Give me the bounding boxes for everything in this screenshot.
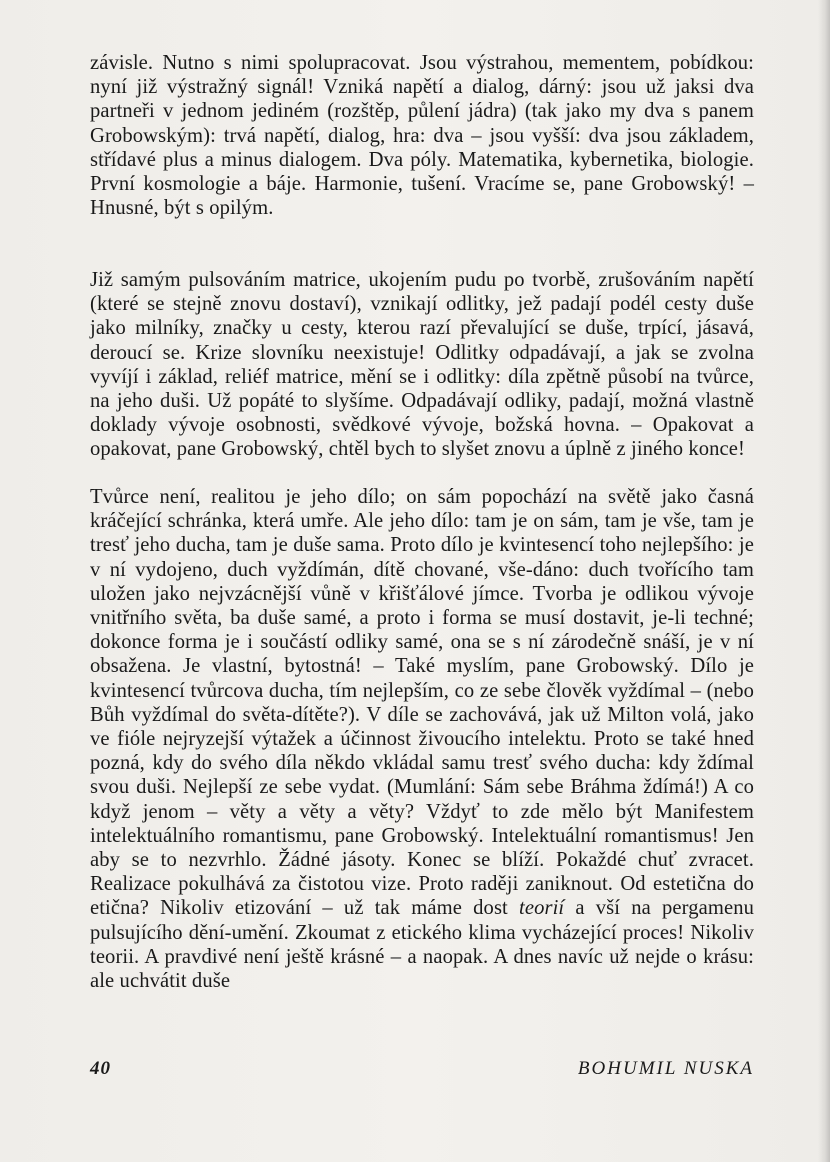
page-number: 40 [90, 1058, 111, 1079]
paragraph-1-text: závisle. Nutno s nimi spolupracovat. Jsou výstrahou, mementem, pobídkou: nyní již výstražný signál! Vzniká napětí a dialog, dárný: jsou už jaksi dva partneři v jednom jediném (rozštěp, půlení jádra) (tak jako my dva s panem Grobowským): trvá napětí, dialog, hra: dva – jsou vyšší: dva jsou základem, střídavé plus a minus dialogem. Dva póly. Matematika, kybernetika, biologie. První kosmologie a báje. Harmonie, tušení. Vracíme se, pane Grobowský! – Hnusné, být s opilým. [90, 52, 754, 220]
paragraph-2-text: Již samým pulsováním matrice, ukojením pudu po tvorbě, zrušováním napětí (které se stejně znovu dostaví), vznikají odlitky, jež padají podél cesty duše jako milníky, značky u cesty, kterou razí převalující se duše, trpící, jásavá, deroucí se. Krize slovníku neexistuje! Odlitky odpadávají, a jak se zvolna vyvíjí i základ, reliéf matrice, mění se i odlitky: díla zpětně působí na tvůrce, na jeho duši. Už popáté to slyšíme. Odpadávají odliky, padají, možná vlastně doklady vývoje osobnosti, svědkové vývoje, božská hovna. – Opakovat a opakovat, pane Grobowský, chtěl bych to slyšet znovu a úplně z jiného konce! [90, 269, 754, 461]
paragraph-3-text-before-emphasis: Tvůrce není, realitou je jeho dílo; on sám popochází na světě jako časná kráčející schránka, která umře. Ale jeho dílo: tam je on sám, tam je vše, tam je tresť jeho ducha, tam je duše sama. Proto dílo je kvintesencí toho nejlepšího: je v ní vydojeno, duch vyždímán, dítě chované, vše-dáno: duch tvořícího tam uložen jako nejvzácnější vůně v křišťálové jímce. Tvorba je odlikou vývoje vnitřního světa, ba duše samé, a proto i forma se musí dostavit, je-li techné; dokonce forma je i součástí odliky samé, ona se s ní zárodečně snáší, je v ní obsažena. Je vlastní, bytostná! – Také myslím, pane Grobowský. Dílo je kvintesencí tvůrcova ducha, tím nejlepším, co ze sebe člověk vyždímal – (nebo Bůh vyždímal do světa-dítěte?). V díle se zachovává, jak už Milton volá, jako ve fióle nejryzejší výtažek a účinnost živoucího intelektu. Proto se také hned pozná, kdy do svého díla někdo vkládal samu tresť svého ducha: kdy ždímal svou duši. Nejlepší ze sebe vydat. (Mumlání: Sám sebe Bráhma ždímá!) A co když jenom – věty a věty a věty? Vždyť to zde mělo být Manifestem intelektuálního romantismu, pane Grobowský. Intelektuální romantismus! Jen aby se to nezvrhlo. Žádné jásoty. Konec se blíží. Pokaždé chuť zvracet. Realizace pokulhává za čistotou vize. Proto raději zaniknout. Od estetična do etična? Nikoliv etizování – už tak máme dost [90, 486, 754, 920]
paragraph-2 [90, 268, 754, 462]
author-name: BOHUMIL NUSKA [577, 1058, 754, 1079]
page-edge-shadow [818, 0, 830, 1162]
emphasized-word: teorií [519, 897, 565, 920]
paragraph-3-text [90, 485, 754, 993]
paragraph-3-text-after-emphasis: a vší na pergamenu pulsujícího dění-umění. Zkoumat z etického klima vycházející proces! Nikoliv teorii. A pravdivé není ještě krásné – a naopak. A dnes navíc už nejde o krásu: ale uchvátit duše [90, 897, 754, 993]
paragraph-3 [90, 485, 754, 993]
paragraph-1 [90, 51, 754, 220]
page-footer [90, 1058, 754, 1086]
